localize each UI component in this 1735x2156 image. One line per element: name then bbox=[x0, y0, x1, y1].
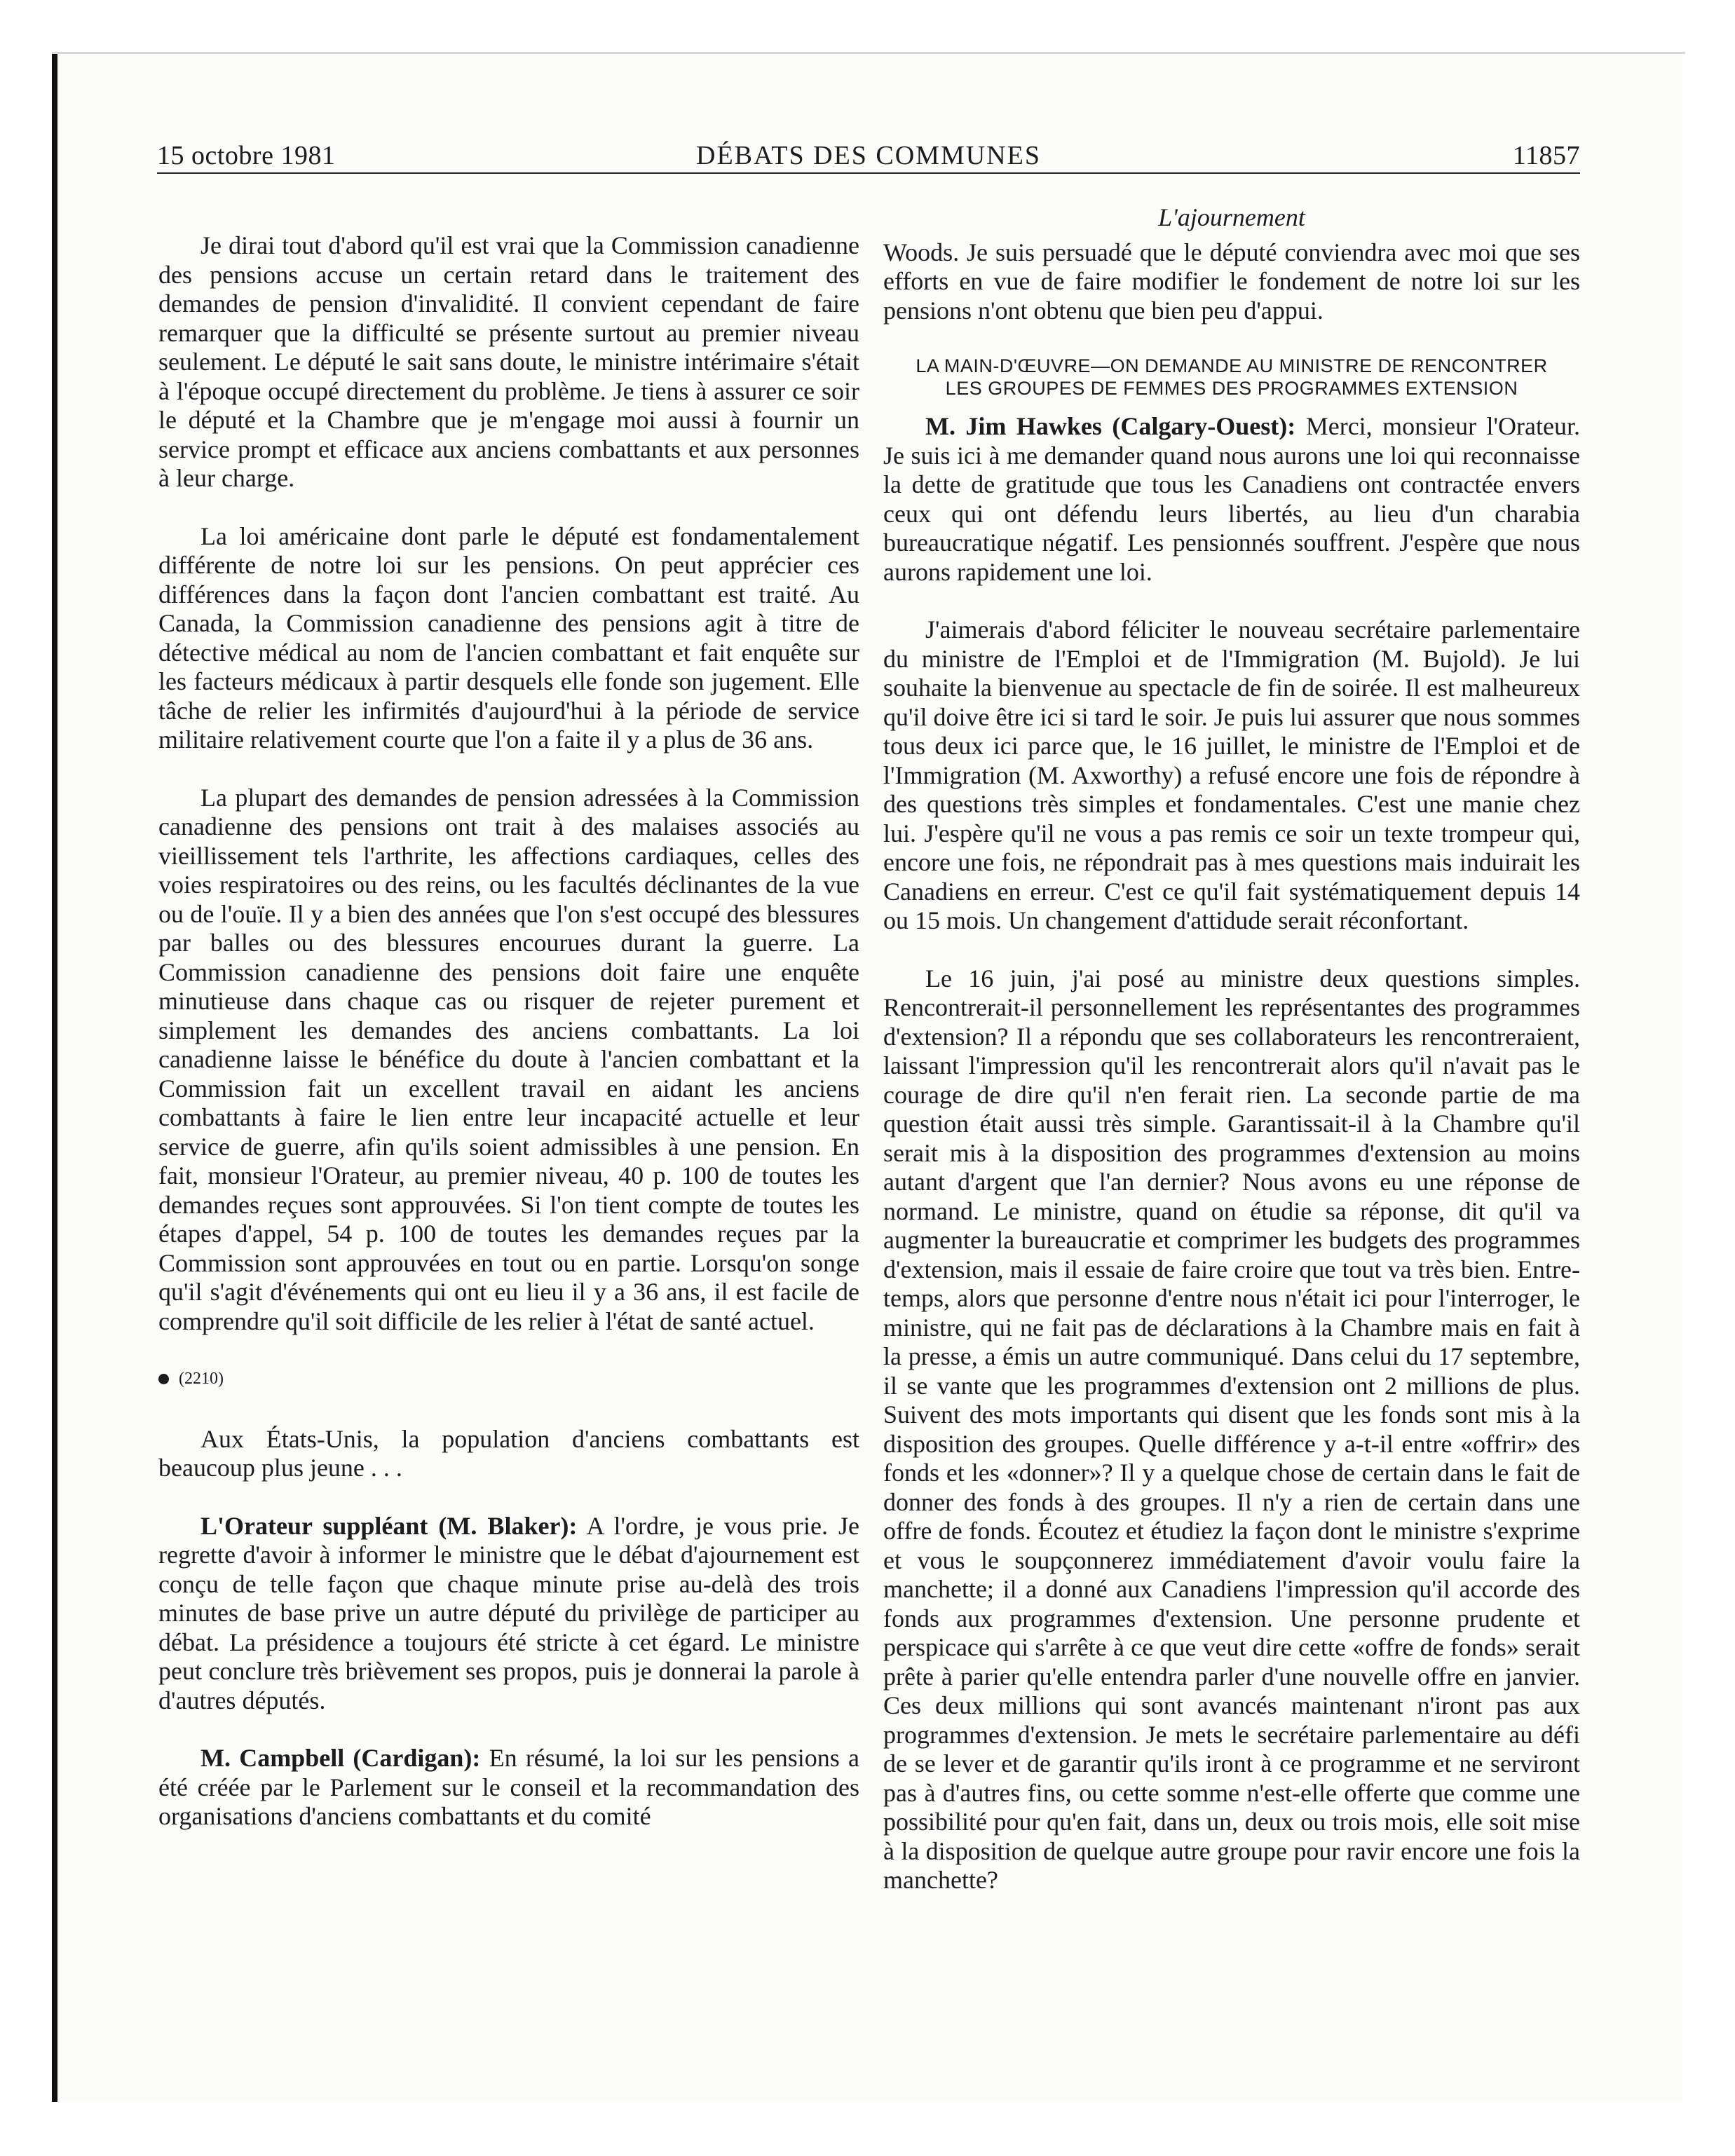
header-title: DÉBATS DES COMMUNES bbox=[696, 141, 1041, 170]
speech-text: Merci, monsieur l'Orateur. Je suis ici à me demander quand nous aurons une loi qui reconnaisse la dette de gratitude que tous les Canadiens ont contractée envers ceux qui ont défendu leurs libertés, au lieu d'un charabia bureaucratique négatif. Les pensionnés souffrent. J'espère que nous aurons rapidement une loi. bbox=[883, 412, 1580, 586]
speaker-name: L'Orateur suppléant (M. Blaker): bbox=[200, 1511, 578, 1540]
header-date: 15 octobre 1981 bbox=[157, 141, 336, 170]
right-paragraph-4: Le 16 juin, j'ai posé au ministre deux questions simples. Rencontrerait-il personnellement les représentantes des programmes d'extension? Il a répondu que ses collaborateurs les rencontreraient, laissant l'impression qu'il les rencontrerait alors qu'il n'avait pas le courage de dire qu'il n'en ferait rien. La seconde partie de ma question était aussi très simple. Garantissait-il à la Chambre qu'il serait mis à la disposition des programmes d'extension au moins autant d'argent que l'an dernier? Nous avons eu une réponse de normand. Le ministre, quand on étudie sa réponse, dit qu'il va augmenter la bureaucratie et comprimer les budgets des programmes d'extension, mais il essaie de faire croire que tout va très bien. Entre-temps, alors que personne d'entre nous n'était ici pour l'interroger, le ministre, qui ne fait pas de déclarations à la Chambre mais en fait à la presse, a émis un autre communiqué. Dans celui du 17 septembre, il se vante que les programmes d'extension ont 2 millions de plus. Suivent des mots importants qui disent que les fonds sont mis à la disposition des groupes. Quelle différence y a-t-il entre «offrir» des fonds et les «donner»? Il y a quelque chose de certain dans le fait de donner des fonds à des groupes. Il n'y a rien de certain dans une offre de fonds. Écoutez et étudiez la façon dont le ministre s'exprime et vous le soupçonnerez immédiatement d'avoir voulu faire la manchette; il a donné aux Canadiens l'impression qu'il accorde des fonds aux programmes d'extension. Une personne prudente et perspicace qui s'arrête à ce que veut dire cette «offre de fonds» serait prête à parier qu'elle entendra parler d'une nouvelle offre en janvier. Ces deux millions qui sont avancés maintenant n'iront pas aux programmes d'extension. Je mets le secrétaire parlementaire au défi de se lever et de garantir qu'ils iront à ce programme et ne serviront pas à d'autres fins, ou cette somme n'est-elle offerte que comme une possibilité pour qu'en fait, dans un, deux ou trois mois, elle soit mise à la disposition de quelque autre groupe pour ravir encore une fois la manchette? bbox=[883, 964, 1580, 1894]
right-paragraph-3: J'aimerais d'abord féliciter le nouveau secrétaire parlementaire du ministre de l'Emploi et de l'Immigration (M. Bujold). Je lui souhaite la bienvenue au spectacle de fin de soirée. Il est malheureux qu'il doive être ici si tard le soir. Je puis lui assurer que nous sommes tous deux ici parce que, le 16 juillet, le ministre de l'Emploi et de l'Immigration (M. Axworthy) a refusé encore une fois de répondre à des questions très simples et fondamentales. C'est une manie chez lui. J'espère qu'il ne vous a pas remis ce soir un texte trompeur qui, encore une fois, ne répondrait pas à mes questions mais induirait les Canadiens en erreur. C'est ce qu'il fait systématiquement depuis 14 ou 15 mois. Un changement d'attidude serait réconfortant. bbox=[883, 615, 1580, 934]
left-paragraph-2: La loi américaine dont parle le député est fondamentalement différente de notre loi sur les pensions. On peut apprécier ces différences dans la façon dont l'ancien combattant est traité. Au Canada, la Commission canadienne des pensions agit à titre de détective médical au nom de l'ancien combattant et fait enquête sur les facteurs médicaux à partir desquels elle fonde son jugement. Elle tâche de relier les infirmités d'aujourd'hui à la période de service militaire relativement courte que l'on a faite il y a plus de 36 ans. bbox=[158, 521, 859, 753]
left-paragraph-5 bbox=[158, 1512, 859, 1716]
speaker-name: M. Jim Hawkes (Calgary-Ouest): bbox=[925, 412, 1296, 440]
right-column bbox=[883, 203, 1580, 1895]
left-column bbox=[158, 231, 859, 1831]
speaker-name: M. Campbell (Cardigan): bbox=[200, 1744, 481, 1772]
speech-text: A l'ordre, je vous prie. Je regrette d'avoir à informer le ministre que le débat d'ajournement est conçu de telle façon que chaque minute prise au-delà des trois minutes de base prive un autre député du privilège de participer au débat. La présidence a toujours été stricte à cet égard. Le ministre peut conclure très brièvement ses propos, puis je donnerai la parole à d'autres députés. bbox=[158, 1511, 859, 1714]
speech-text: En résumé, la loi sur les pensions a été créée par le Parlement sur le conseil et la recommandation des organisations d'anciens combattants et du comité bbox=[158, 1744, 859, 1830]
right-paragraph-2 bbox=[883, 412, 1580, 587]
running-head bbox=[157, 140, 1580, 174]
section-tag: L'ajournement bbox=[1158, 203, 1305, 231]
page-number: 11857 bbox=[1512, 141, 1580, 170]
left-paragraph-6 bbox=[158, 1744, 859, 1831]
time-marker-text: (2210) bbox=[179, 1370, 224, 1388]
time-marker bbox=[158, 1365, 859, 1394]
left-paragraph-3: La plupart des demandes de pension adressées à la Commission canadienne des pensions ont trait à des malaises associés au vieillissement tels l'arthrite, les affections cardiaques, celles des voies respiratoires ou des reins, ou les facultés déclinantes de la vue ou de l'ouïe. Il y a bien des années que l'on s'est occupé des blessures par balles ou des blessures encourues durant la guerre. La Commission canadienne des pensions doit faire une enquête minutieuse dans chaque cas ou risquer de rejeter purement et simplement les demandes des anciens combattants. La loi canadienne laisse le bénéfice du doute à l'ancien combattant et la Commission fait un excellent travail en aidant les anciens combattants à faire le lien entre leur incapacité actuelle et leur service de guerre, afin qu'ils soient admissibles à une pension. En fait, monsieur l'Orateur, au premier niveau, 40 p. 100 de toutes les demandes reçues sont approuvées. Si l'on tient compte de toutes les étapes d'appel, 54 p. 100 de toutes les demandes reçues par la Commission sont approuvées en tout ou en partie. Lorsqu'on songe qu'il s'agit d'événements qui ont eu lieu il y a 36 ans, il est facile de comprendre qu'il soit difficile de les relier à l'état de santé actuel. bbox=[158, 783, 859, 1335]
left-paragraph-4: Aux États-Unis, la population d'anciens combattants est beaucoup plus jeune . . . bbox=[158, 1424, 859, 1482]
left-paragraph-1: Je dirai tout d'abord qu'il est vrai que la Commission canadienne des pensions accuse un certain retard dans le traitement des demandes de pension d'invalidité. Il convient cependant de faire remarquer que la difficulté se présente surtout au premier niveau seulement. Le député le sait sans doute, le ministre intérimaire s'était à l'époque occupé directement du problème. Je tiens à assurer ce soir le député et la Chambre que je m'engage moi aussi à fournir un service prompt et efficace aux anciens combattants et aux personnes à leur charge. bbox=[158, 231, 859, 492]
header-rule bbox=[157, 172, 1580, 174]
bullet-icon bbox=[158, 1374, 169, 1384]
scan-binding-edge bbox=[52, 52, 57, 2102]
right-paragraph-1: Woods. Je suis persuadé que le député conviendra avec moi que ses efforts en vue de faire modifier le fondement de notre loi sur les pensions n'ont obtenu que bien peu d'appui. bbox=[883, 238, 1580, 325]
section-heading: LA MAIN-D'ŒUVRE—ON DEMANDE AU MINISTRE DE RENCONTRER LES GROUPES DE FEMMES DES PROGRAMMES EXTENSION bbox=[916, 355, 1548, 399]
